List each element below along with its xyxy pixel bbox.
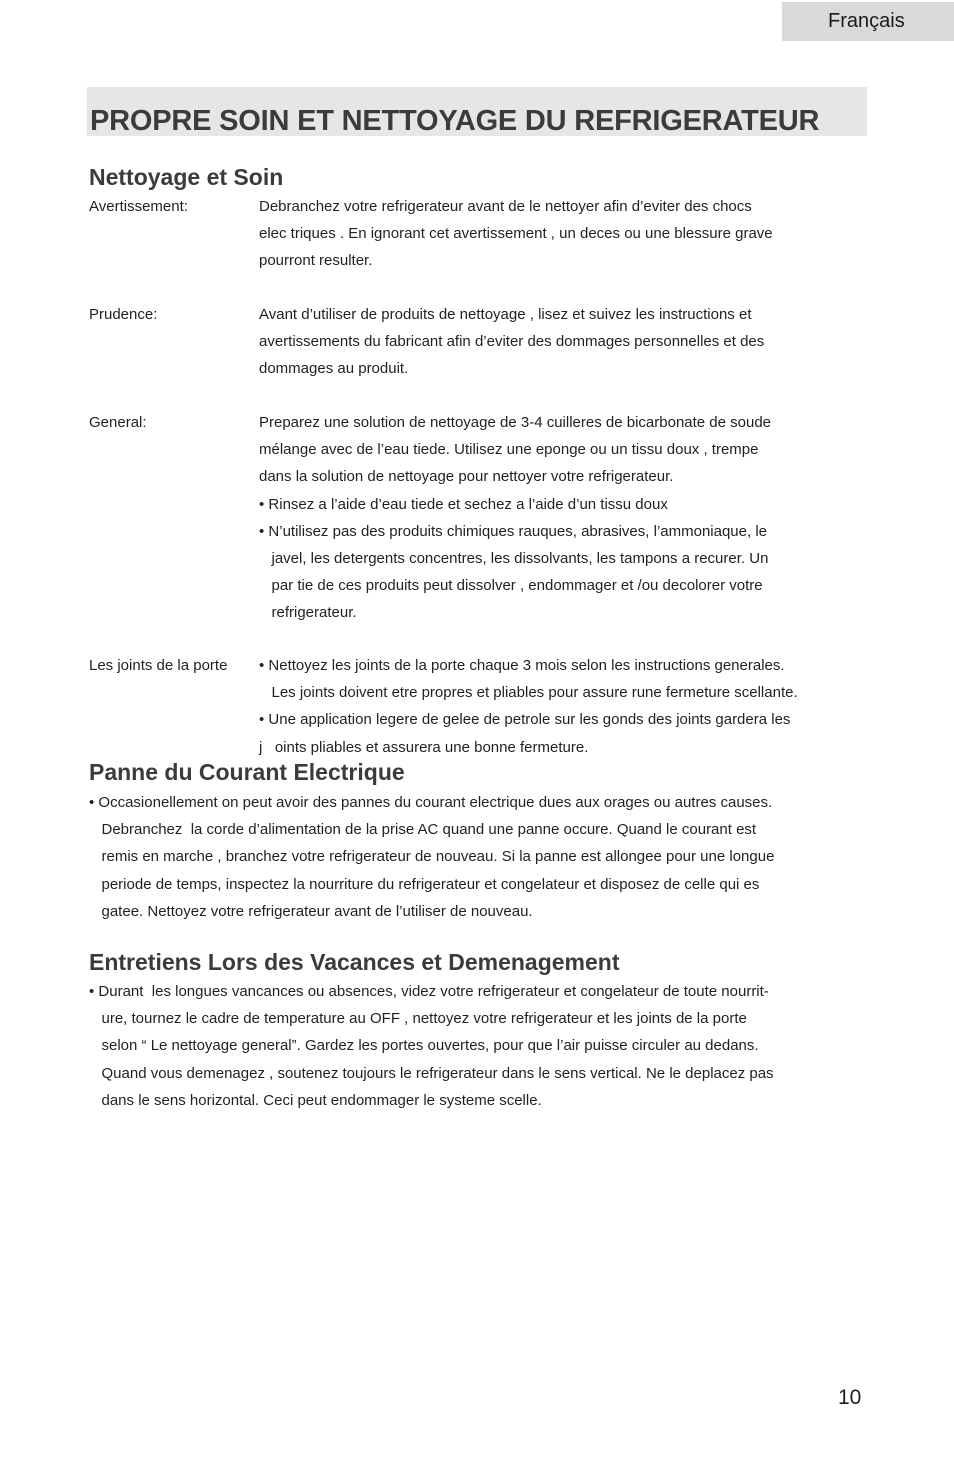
general-bullet: • N’utilisez pas des produits chimiques rauques, abrasives, l’ammoniaque, le [259, 522, 768, 540]
page-title: PROPRE SOIN ET NETTOYAGE DU REFRIGERATEUR [90, 105, 820, 137]
warning-line: Debranchez votre refrigerateur avant de le nettoyer afin d’eviter des chocs [259, 198, 752, 215]
door-seals-text [259, 652, 798, 761]
vacation-moving-line: ure, tournez le cadre de temperature au OFF , nettoyez votre refrigerateur et les joints de la porte [89, 1010, 747, 1028]
power-outage-line: • Occasionellement on peut avoir des pannes du courant electrique dues aux orages ou autres causes. [89, 794, 773, 811]
power-outage-line: remis en marche , branchez votre refrigerateur de nouveau. Si la panne est allongee pour une longue [89, 848, 775, 866]
general-line: javel, les detergents concentres, les dissolvants, les tampons a recurer. Un [259, 549, 769, 567]
warning-line: pourront resulter. [259, 252, 373, 270]
door-seals-bullet: • Une application legere de gelee de petrole sur les gonds des joints gardera les [259, 711, 791, 729]
vacation-moving-line: Quand vous demenagez , soutenez toujours le refrigerateur dans le sens vertical. Ne le deplacez pas [89, 1064, 774, 1082]
warning-label: Avertissement: [89, 198, 188, 215]
door-seals-label: Les joints de la porte [89, 657, 228, 674]
door-seals-bullet: • Nettoyez les joints de la porte chaque 3 mois selon les instructions generales. [259, 657, 785, 674]
language-tab: Français [782, 2, 954, 41]
page-number: 10 [838, 1386, 862, 1409]
vacation-moving-line: • Durant les longues vancances ou absences, videz votre refrigerateur et congelateur de toute nourrit- [89, 983, 769, 1000]
power-outage-line: periode de temps, inspectez la nourriture du refrigerateur et congelateur et disposez de celle qui es [89, 875, 760, 893]
caution-text [259, 301, 764, 383]
general-line: refrigerateur. [259, 604, 357, 622]
caution-label: Prudence: [89, 306, 158, 323]
door-seals-line: j oints pliables et assurera une bonne fermeture. [259, 738, 589, 756]
title-band [87, 87, 867, 136]
general-line: mélange avec de l’eau tiede. Utilisez une eponge ou un tissu doux , trempe [259, 441, 759, 459]
section-heading-vacation-moving: Entretiens Lors des Vacances et Demenagement [89, 949, 620, 975]
section-heading-cleaning: Nettoyage et Soin [89, 164, 284, 190]
door-seals-line: Les joints doivent etre propres et pliables pour assure rune fermeture scellante. [259, 684, 798, 702]
vacation-moving-line: selon “ Le nettoyage general”. Gardez les portes ouvertes, pour que l’air puisse circuler au dedans. [89, 1037, 759, 1055]
general-label: General: [89, 414, 147, 431]
section-heading-power-outage: Panne du Courant Electrique [89, 759, 405, 785]
caution-line: dommages au produit. [259, 360, 409, 378]
vacation-moving-line: dans le sens horizontal. Ceci peut endommager le systeme scelle. [89, 1091, 542, 1109]
warning-text [259, 193, 773, 275]
general-line: par tie de ces produits peut dissolver , endommager et /ou decolorer votre [259, 577, 763, 595]
vacation-moving-text [89, 978, 774, 1114]
general-line: dans la solution de nettoyage pour nettoyer votre refrigerateur. [259, 468, 674, 486]
general-bullet: • Rinsez a l’aide d’eau tiede et sechez a l’aide d’un tissu doux [259, 495, 668, 513]
general-text [259, 409, 771, 627]
power-outage-text [89, 789, 774, 925]
caution-line: avertissements du fabricant afin d’eviter des dommages personnelles et des [259, 333, 765, 351]
power-outage-line: Debranchez la corde d’alimentation de la prise AC quand une panne occure. Quand le courant est [89, 821, 757, 839]
caution-line: Avant d’utiliser de produits de nettoyage , lisez et suivez les instructions et [259, 306, 752, 323]
general-line: Preparez une solution de nettoyage de 3-4 cuilleres de bicarbonate de soude [259, 414, 772, 431]
power-outage-line: gatee. Nettoyez votre refrigerateur avant de l’utiliser de nouveau. [89, 902, 533, 920]
warning-line: elec triques . En ignorant cet avertissement , un deces ou une blessure grave [259, 225, 773, 243]
